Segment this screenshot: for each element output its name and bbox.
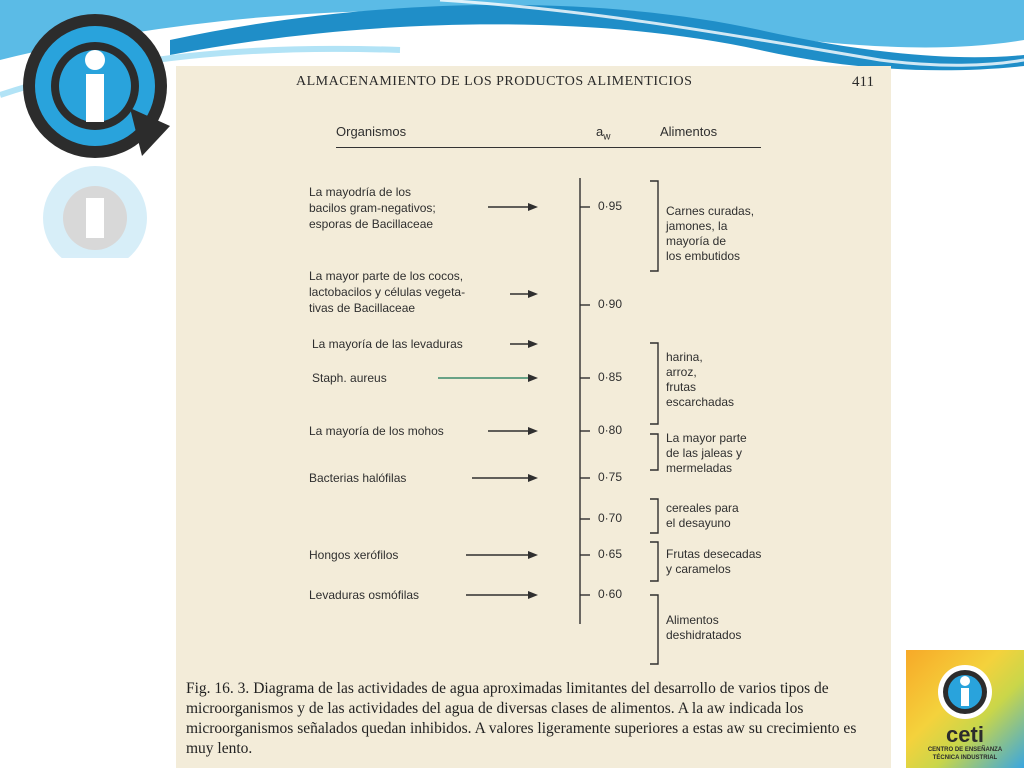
aw-scale-diagram (176, 66, 891, 686)
badge-subtitle-2: TÉCNICA INDUSTRIAL (932, 755, 998, 761)
organism-2: La mayor parte de los cocos, lactobacilos y células vegeta- tivas de Bacillaceae (309, 269, 466, 315)
food-6: Alimentos deshidratados (666, 613, 742, 642)
bracket-6 (650, 595, 658, 664)
badge-wordmark: ceti (946, 722, 984, 747)
aw-value-080: 0·80 (598, 423, 623, 437)
organisms-column-header: Organismos (336, 124, 407, 139)
organism-7: Hongos xerófilos (309, 548, 399, 562)
ceti-badge (906, 650, 1024, 768)
bracket-3 (650, 434, 658, 470)
organism-8: Levaduras osmófilas (309, 588, 420, 602)
bracket-4 (650, 499, 658, 533)
organism-5: La mayoría de los mohos (309, 424, 444, 438)
aw-value-065: 0·65 (598, 547, 623, 561)
badge-subtitle-1: CENTRO DE ENSEÑANZA (927, 747, 1003, 753)
foods-column-header: Alimentos (660, 124, 718, 139)
bracket-5 (650, 542, 658, 581)
food-1: Carnes curadas, jamones, la mayoría de los embutidos (666, 204, 755, 263)
aw-value-095: 0·95 (598, 199, 623, 213)
bracket-2 (650, 343, 658, 424)
aw-value-075: 0·75 (598, 470, 623, 484)
bracket-1 (650, 181, 658, 271)
food-3: La mayor parte de las jaleas y mermeladas (666, 431, 747, 475)
organism-3: La mayoría de las levaduras (312, 337, 463, 351)
aw-column-header: $a_w$ (596, 124, 611, 143)
caption-label: Fig. 16. 3. (186, 680, 250, 697)
running-head: ALMACENAMIENTO DE LOS PRODUCTOS ALIMENTICIOS (296, 74, 693, 89)
caption-text: Diagrama de las actividades de agua aproximadas limitantes del desarrollo de varios tipos de microorganismos y de las actividades del agua de diversas clases de alimentos. A la aw indicada los microorganismos señalados quedan inhibidos. A valores ligeramente superiores a estas aw su crecimiento es muy lento. (186, 680, 857, 757)
aw-value-085: 0·85 (598, 370, 623, 384)
aw-value-090: 0·90 (598, 297, 623, 311)
page-number: 411 (852, 74, 874, 90)
aw-value-060: 0·60 (598, 587, 623, 601)
organism-4: Staph. aureus (312, 371, 387, 385)
food-4: cereales para el desayuno (666, 501, 739, 530)
food-2: harina, arroz, frutas escarchadas (666, 350, 735, 409)
organism-6: Bacterias halófilas (309, 471, 407, 485)
ceti-logo-icon (10, 8, 180, 258)
food-5: Frutas desecadas y caramelos (666, 547, 762, 576)
textbook-page-scan (176, 66, 891, 768)
organism-1: La mayodría de los bacilos gram-negativos; esporas de Bacillaceae (309, 185, 436, 231)
aw-value-070: 0·70 (598, 511, 623, 525)
figure-caption (186, 679, 886, 759)
